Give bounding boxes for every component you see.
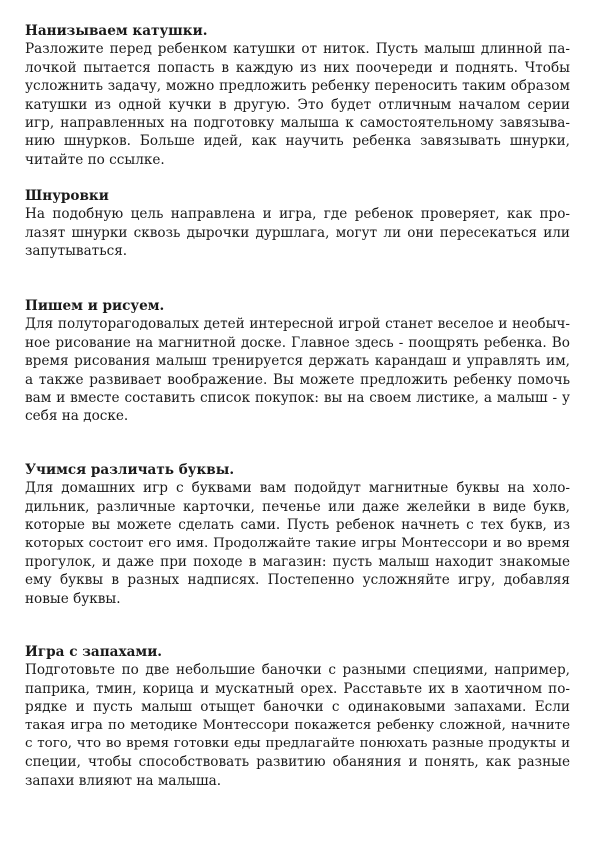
paragraph-line: Подготовьте по две небольшие баночки с разными специями, например, bbox=[25, 662, 570, 679]
paragraph-line: такая игра по методике Монтессори покажется ребенку сложной, начните bbox=[25, 717, 570, 733]
paragraph-line: запутываться. bbox=[25, 243, 128, 260]
section-lacing bbox=[25, 187, 570, 261]
paragraph-line: время рисования малыш тренируется держать карандаш и управлять им, bbox=[25, 353, 570, 370]
section-heading: Учимся различать буквы. bbox=[25, 462, 235, 478]
section-heading: Игра с запахами. bbox=[25, 644, 163, 660]
section-heading: Шнуровки bbox=[25, 188, 109, 204]
paragraph-line: Для полуторагодовалых детей интересной игрой станет веселое и необыч- bbox=[25, 316, 570, 333]
paragraph-line: себя на доске. bbox=[25, 408, 129, 425]
section-spools bbox=[25, 22, 570, 169]
paragraph-line: усложнить задачу, можно предложить ребенку переносить таким образом bbox=[25, 78, 570, 95]
paragraph-line: дильник, различные карточки, печенье или даже желейки в виде букв, bbox=[25, 498, 570, 515]
paragraph-line: ное рисование на магнитной доске. Главное здесь - поощрять ребенка. Во bbox=[25, 334, 570, 351]
paragraph-line: Для домашних игр с буквами вам подойдут магнитные буквы на холо- bbox=[25, 480, 570, 497]
paragraph-line: рядке и пусть малыш отыщет баночки с одинаковыми запахами. Если bbox=[25, 699, 570, 716]
section-writing-drawing bbox=[25, 297, 570, 426]
section-smells bbox=[25, 643, 570, 790]
paragraph-line: лочкой пытается попасть в каждую из них поочереди и поднять. Чтобы bbox=[25, 59, 570, 76]
paragraph-line: Разложите перед ребенком катушки от ниток. Пусть малыш длинной па- bbox=[25, 41, 570, 58]
paragraph-line: игр, направленных на подготовку малыша к самостоятельному завязыва- bbox=[25, 114, 570, 131]
paragraph-line: новые буквы. bbox=[25, 590, 121, 607]
paragraph-line: читайте по ссылке. bbox=[25, 151, 165, 168]
section-heading: Нанизываем катушки. bbox=[25, 23, 208, 39]
section-letters bbox=[25, 461, 570, 608]
paragraph-line: катушки из одной кучки в другую. Это будет отличным началом серии bbox=[25, 96, 570, 113]
paragraph-line: а также развивает воображение. Вы можете предложить ребенку помочь bbox=[25, 371, 570, 388]
paragraph-line: паприка, тмин, корица и мускатный орех. Расставьте их в хаотичном по- bbox=[25, 680, 570, 697]
paragraph-line: с того, что во время готовки еды предлагайте понюхать разные продукты и bbox=[25, 735, 570, 751]
paragraph-line: которые вы можете сделать сами. Пусть ребенок начнеть с тех букв, из bbox=[25, 517, 570, 534]
paragraph-line: которых состоит его имя. Продолжайте такие игры Монтессори и во время bbox=[25, 535, 570, 551]
section-heading: Пишем и рисуем. bbox=[25, 298, 165, 314]
paragraph-line: специи, чтобы способствовать развитию обаняния и понять, как разные bbox=[25, 754, 570, 771]
paragraph-line: нию шнурков. Больше идей, как научить ребенка завязывать шнурки, bbox=[25, 133, 570, 150]
paragraph-line: ему буквы в разных надписях. Постепенно усложняйте игру, добавляя bbox=[25, 572, 570, 589]
paragraph-line: вам и вместе составить список покупок: вы на своем листике, а малыш - у bbox=[25, 389, 570, 406]
paragraph-line: лазят шнурки сквозь дырочки дуршлага, могут ли они пересекаться или bbox=[25, 224, 570, 241]
paragraph-line: запахи влияют на малыша. bbox=[25, 772, 222, 789]
paragraph-line: прогулок, и даже при походе в магазин: пусть малыш находит знакомые bbox=[25, 553, 570, 570]
paragraph-line: На подобную цель направлена и игра, где ребенок проверяет, как про- bbox=[25, 206, 570, 223]
